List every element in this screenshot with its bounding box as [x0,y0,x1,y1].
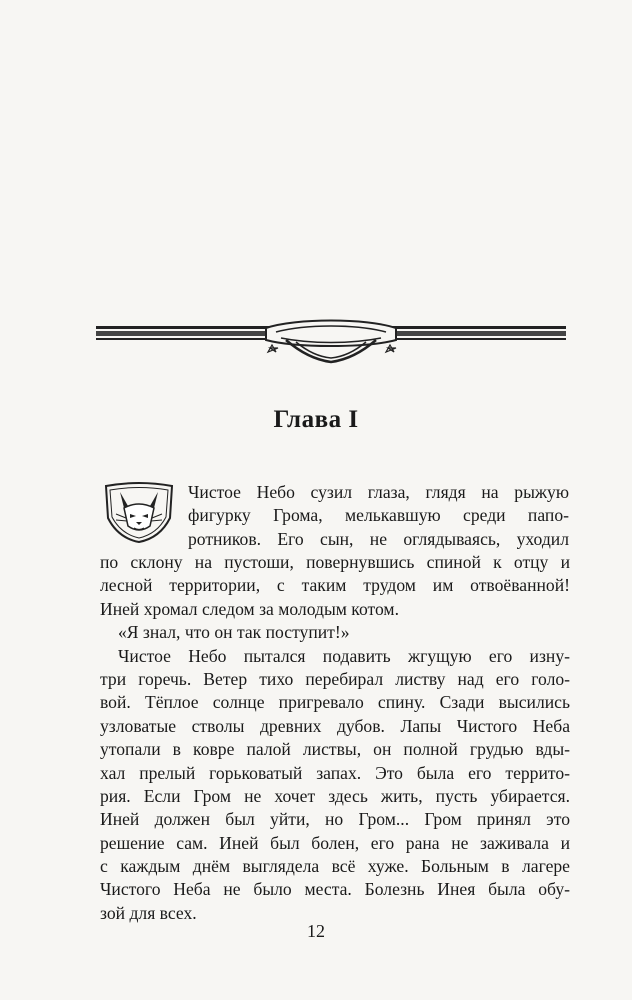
text-line: вой. Тёплое солнце пригревало спину. Сзади высились [100,692,570,713]
text-line: с каждым днём выглядела всё хуже. Больным в лагере [100,856,570,877]
dialog-line: «Я знал, что он так поступит!» [118,622,350,643]
text-line: Чистое Небо сузил глаза, глядя на рыжую [188,482,569,502]
text-line: фигурку Грома, мелькавшую среди папо- [188,505,569,526]
text-line: по склону на пустоши, повернувшись спиной к отцу и [100,552,570,572]
paragraph-1-full [100,551,570,925]
fox-cat-face-emblem-icon [100,478,178,544]
text-line: Чистое Небо пытался подавить жгущую его изну- [118,645,570,666]
text-line: Иней хромал следом за молодым котом. [100,598,399,619]
text-line: решение сам. Иней был болен, его рана не заживала и [100,832,570,853]
text-line: утопали в ковре палой листвы, он полной грудью вды- [100,739,570,760]
text-line: три горечь. Ветер тихо перебирал листву над его голо- [100,668,570,689]
text-line: ротников. Его сын, не оглядываясь, уходил [188,528,569,549]
paragraph-1-wrapped [188,481,569,551]
text-line: рия. Если Гром не хочет здесь жить, пусть убирается. [100,785,570,806]
text-line: Чистого Неба не было места. Болезнь Инея была обу- [100,879,570,900]
text-line: хал прелый горьковатый запах. Это была его террито- [100,762,570,783]
chapter-ornament [96,318,566,368]
text-line: узловатые стволы древних дубов. Лапы Чистого Неба [100,715,570,736]
text-line: Иней должен был уйти, но Гром... Гром принял это [100,809,570,830]
text-line: зой для всех. [100,902,197,923]
page-number: 12 [307,921,325,941]
chapter-title: Глава I [273,406,359,433]
text-line: лесной территории, с таким трудом им отвоёванной! [100,575,570,596]
